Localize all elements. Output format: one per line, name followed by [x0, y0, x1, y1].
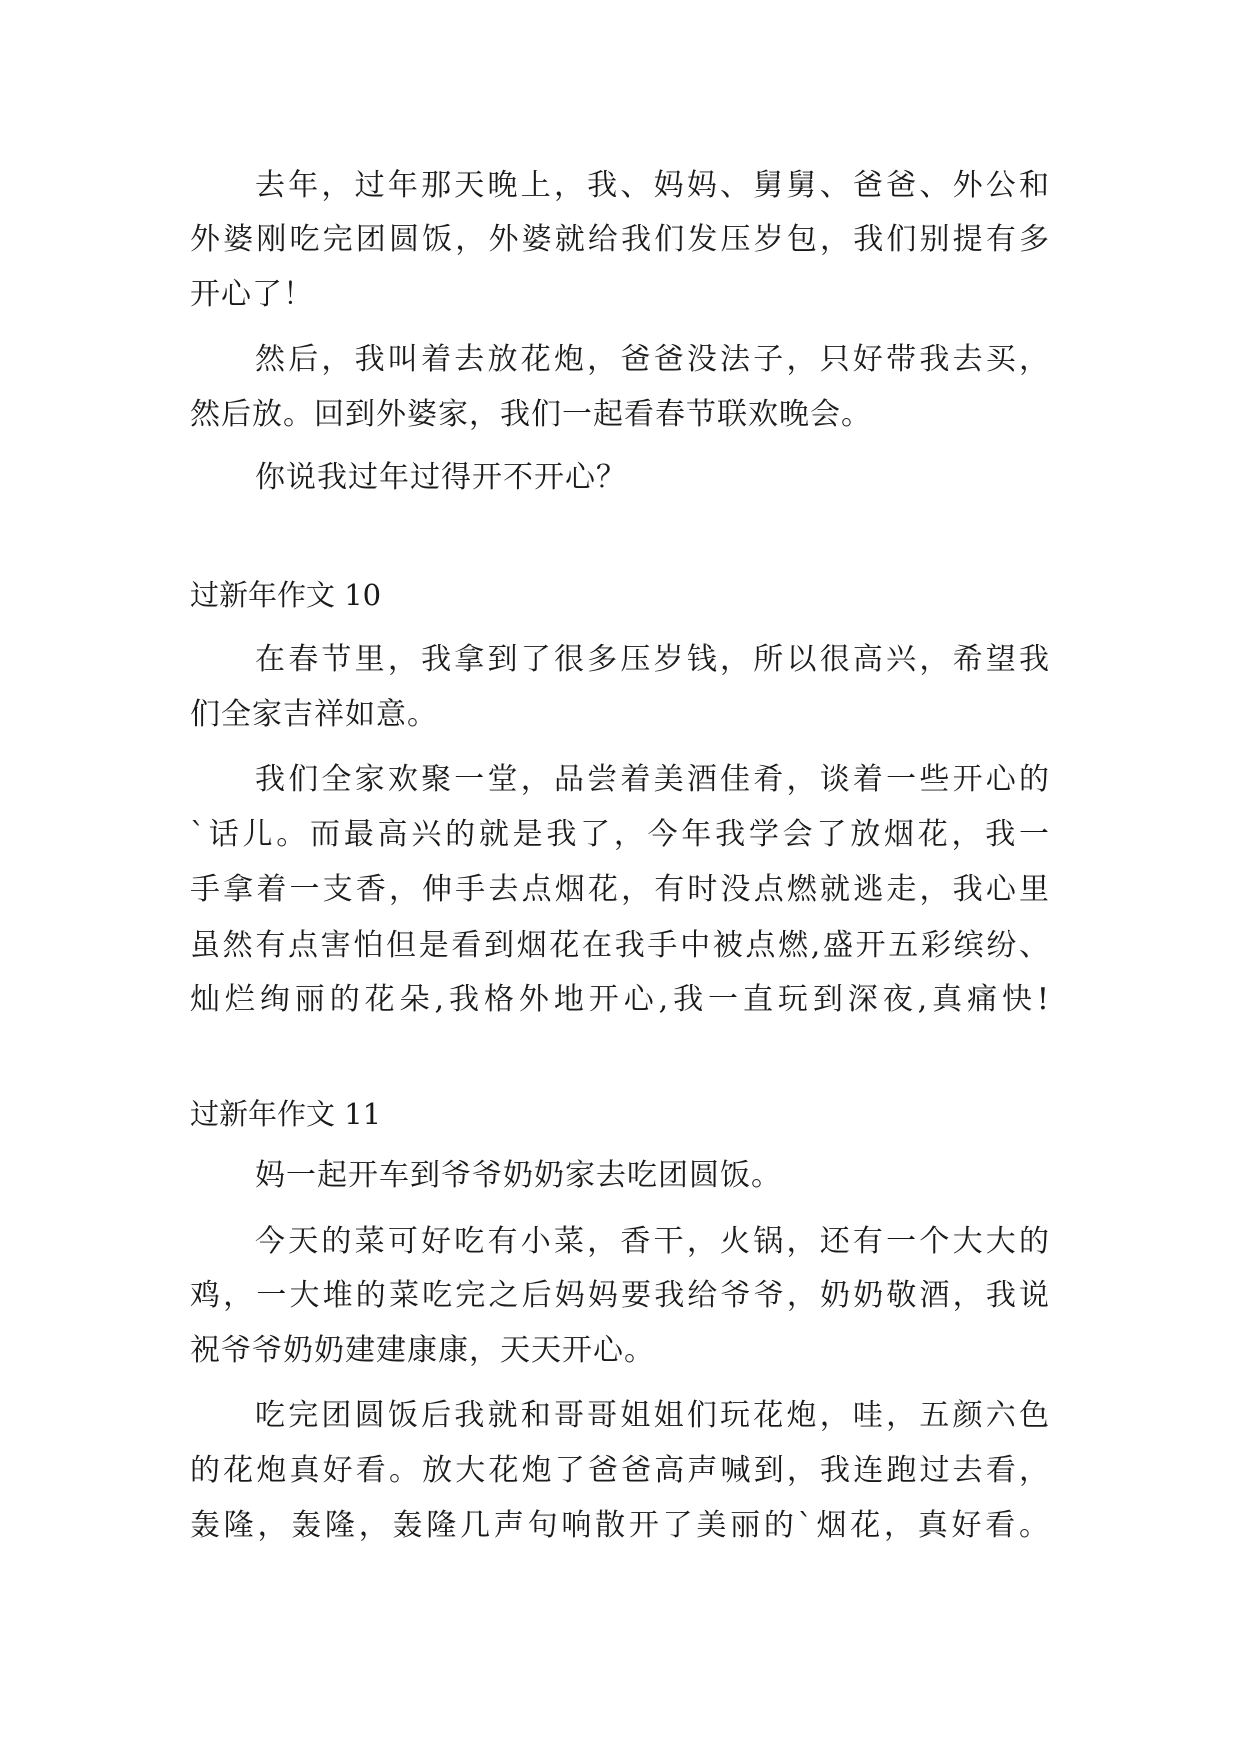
paragraph-line: 然后放。回到外婆家，我们一起看春节联欢晚会。	[190, 397, 872, 432]
paragraph-line: 我们全家欢聚一堂，品尝着美酒佳肴，谈着一些开心的	[255, 762, 1050, 797]
section-heading: 过新年作文 11	[190, 1097, 382, 1131]
paragraph-line: 你说我过年过得开不开心？	[255, 460, 627, 495]
section-heading: 过新年作文 10	[190, 578, 382, 612]
paragraph-line: 妈一起开车到爷爷奶奶家去吃团圆饭。	[255, 1158, 782, 1193]
paragraph-line: 的花炮真好看。放大花炮了爸爸高声喊到，我连跑过去看，	[190, 1453, 1050, 1488]
paragraph-line: 在春节里，我拿到了很多压岁钱，所以很高兴，希望我	[255, 642, 1050, 677]
paragraph-line: 鸡，一大堆的菜吃完之后妈妈要我给爷爷，奶奶敬酒，我说	[190, 1278, 1050, 1313]
paragraph-line: 今天的菜可好吃有小菜，香干，火锅，还有一个大大的	[255, 1224, 1050, 1259]
paragraph-line: 灿烂绚丽的花朵,我格外地开心,我一直玩到深夜,真痛快!	[190, 982, 1050, 1017]
paragraph-line: 虽然有点害怕但是看到烟花在我手中被点燃,盛开五彩缤纷、	[190, 928, 1050, 963]
paragraph-line: 祝爷爷奶奶建建康康，天天开心。	[190, 1333, 655, 1368]
paragraph-line: 然后，我叫着去放花炮，爸爸没法子，只好带我去买，	[255, 342, 1050, 377]
paragraph-line: 吃完团圆饭后我就和哥哥姐姐们玩花炮，哇，五颜六色	[255, 1398, 1050, 1433]
paragraph-line: `话儿。而最高兴的就是我了，今年我学会了放烟花，我一	[190, 817, 1050, 852]
paragraph-line: 去年，过年那天晚上，我、妈妈、舅舅、爸爸、外公和	[255, 168, 1050, 203]
paragraph-line: 外婆刚吃完团圆饭，外婆就给我们发压岁包，我们别提有多	[190, 222, 1050, 257]
paragraph-line: 手拿着一支香，伸手去点烟花，有时没点燃就逃走，我心里	[190, 872, 1050, 907]
paragraph-line: 轰隆，轰隆，轰隆几声句响散开了美丽的`烟花，真好看。	[190, 1508, 1050, 1543]
paragraph-line: 们全家吉祥如意。	[190, 697, 438, 732]
paragraph-line: 开心了！	[190, 277, 314, 312]
